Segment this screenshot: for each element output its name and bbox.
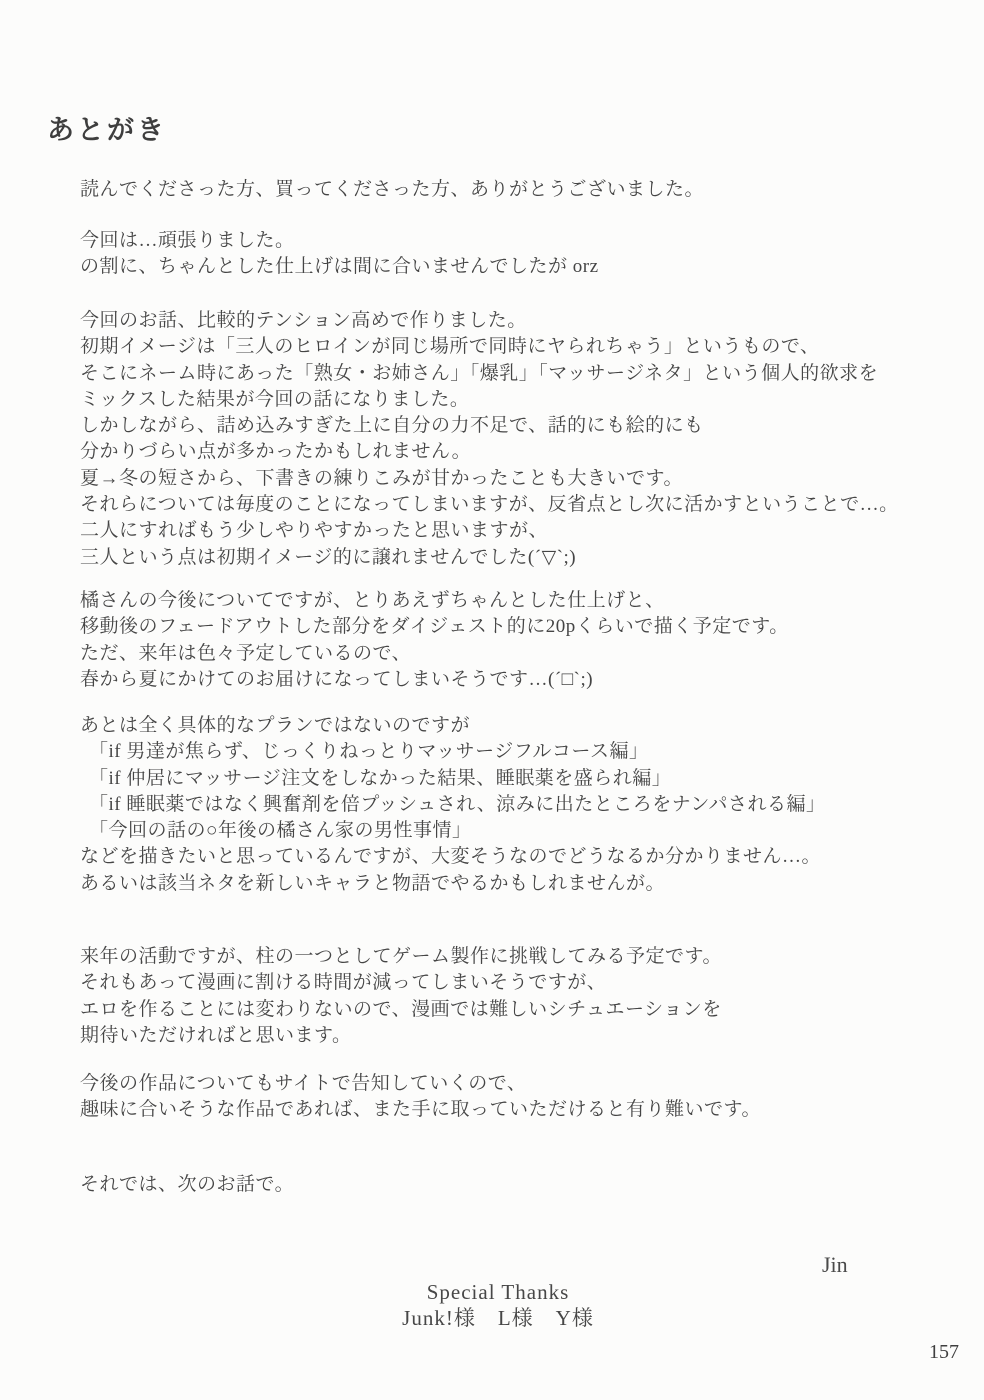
page-title: あとがき [47, 115, 167, 146]
text-line: の割に、ちゃんとした仕上げは間に合いませんでしたが orz [80, 256, 599, 278]
paragraph-if-ideas [80, 713, 826, 897]
text-line: それらについては毎度のことになってしまいますが、反省点とし次に活かすということで…。 [80, 494, 899, 516]
text-line: 趣味に合いそうな作品であれば、また手に取っていただけると有り難いです。 [80, 1099, 761, 1121]
text-line: 今回のお話、比較的テンション高めで作りました。 [80, 310, 527, 331]
text-line: そこにネーム時にあった「熟女・お姉さん」「爆乳」「マッサージネタ」という個人的欲求を [80, 362, 879, 384]
text-line: 「if 男達が焦らず、じっくりねっとりマッサージフルコース編」 [89, 741, 649, 763]
special-thanks-heading: Special Thanks [426, 1280, 570, 1304]
text-line: 春から夏にかけてのお届けになってしまいそうです…(´□`;) [80, 668, 594, 690]
text-line: 来年の活動ですが、柱の一つとしてゲーム製作に挑戦してみる予定です。 [80, 946, 722, 967]
paragraph-effort [80, 228, 599, 281]
page-number: 157 [929, 1341, 959, 1363]
special-thanks-names: Junk!様 L様 Y様 [402, 1306, 594, 1330]
text-line: エロを作ることには変わりないので、漫画では難しいシチュエーションを [80, 998, 722, 1020]
text-line: 初期イメージは「三人のヒロインが同じ場所で同時にヤられちゃう」というもので、 [80, 336, 820, 358]
text-line: 橘さんの今後についてですが、とりあえずちゃんとした仕上げと、 [80, 590, 665, 611]
author-signature: Jin [822, 1252, 848, 1277]
special-thanks-block [298, 1279, 698, 1331]
text-line: それもあって漫画に割ける時間が減ってしまいそうですが、 [80, 972, 607, 994]
text-line: それでは、次のお話で。 [80, 1174, 295, 1195]
text-line: 「今回の話の○年後の橘さん家の男性事情」 [89, 820, 472, 842]
text-line: 夏→冬の短さから、下書きの練りこみが甘かったことも大きいです。 [80, 467, 683, 489]
text-line: ミックスした結果が今回の話になりました。 [80, 388, 470, 410]
text-line: 「if 睡眠薬ではなく興奮剤を倍プッシュされ、涼みに出たところをナンパされる編」 [89, 793, 826, 815]
paragraph-next-year-game [80, 944, 722, 1049]
text-line: しかしながら、詰め込みすぎた上に自分の力不足で、話的にも絵的にも [80, 415, 704, 437]
text-line: 分かりづらい点が多かったかもしれません。 [80, 441, 472, 463]
text-line: などを描きたいと思っているんですが、大変そうなのでどうなるか分かりません…。 [80, 846, 822, 868]
text-line: 移動後のフェードアウトした部分をダイジェスト的に20pくらいで描く予定です。 [80, 616, 789, 638]
text-line: あるいは該当ネタを新しいキャラと物語でやるかもしれませんが。 [80, 872, 666, 894]
text-line: 期待いただければと思います。 [80, 1024, 352, 1046]
text-line: 二人にすればもう少しやりやすかったと思いますが、 [80, 520, 549, 542]
paragraph-thanks-readers [80, 177, 704, 203]
text-line: 今後の作品についてもサイトで告知していくので、 [80, 1073, 527, 1094]
text-line: 今回は…頑張りました。 [80, 230, 295, 251]
paragraph-future-plans [80, 588, 789, 693]
paragraph-farewell [80, 1172, 294, 1198]
paragraph-story-concept [80, 308, 899, 571]
text-line: 「if 仲居にマッサージ注文をしなかった結果、睡眠薬を盛られ編」 [89, 767, 672, 789]
text-line: あとは全く具体的なプランではないのですが [80, 715, 471, 736]
text-line: 読んでくださった方、買ってくださった方、ありがとうございました。 [80, 179, 705, 200]
text-line: ただ、来年は色々予定しているので、 [80, 642, 412, 664]
text-line: 三人という点は初期イメージ的に譲れませんでした(´▽`;) [80, 546, 577, 568]
paragraph-site-announcement [80, 1071, 761, 1124]
